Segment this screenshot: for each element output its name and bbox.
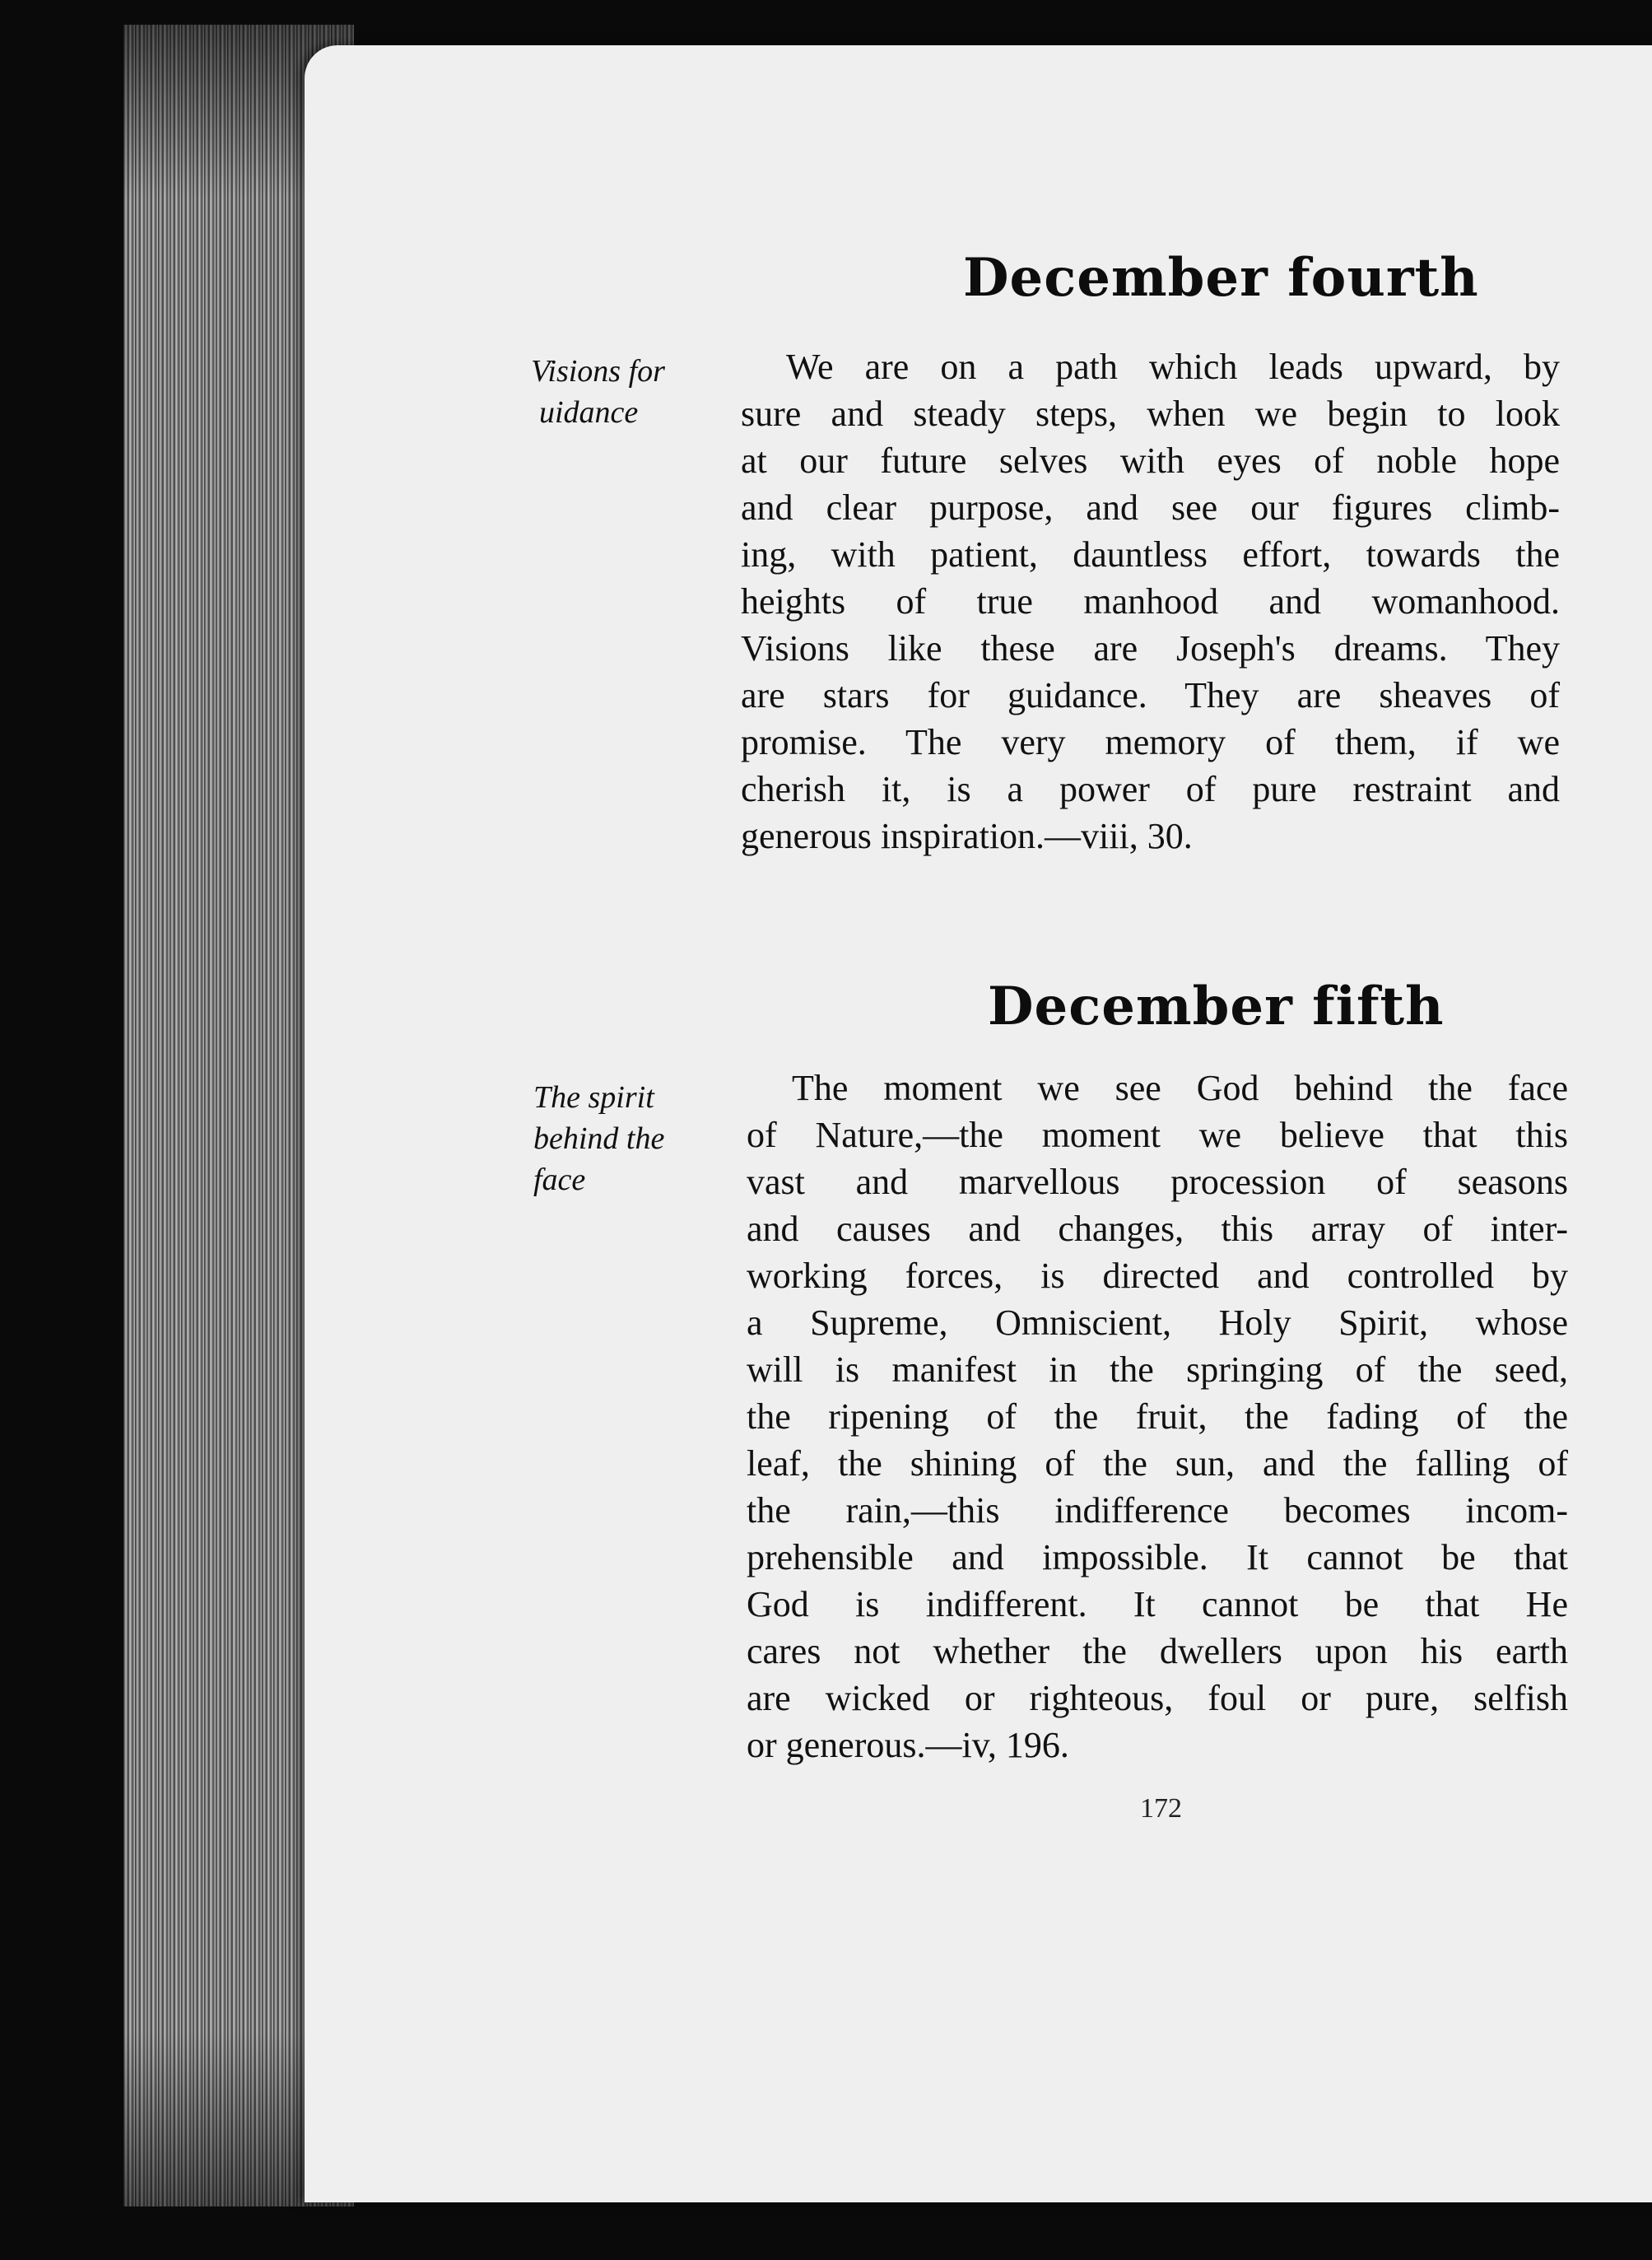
body-line: the ripening of the fruit, the fading of the bbox=[747, 1396, 1568, 1437]
entry-sidenote: behind the bbox=[533, 1121, 665, 1156]
body-line: will is manifest in the springing of the seed, bbox=[747, 1349, 1568, 1390]
entry-heading: December fourth bbox=[963, 247, 1479, 309]
body-line: at our future selves with eyes of noble hope bbox=[741, 440, 1560, 481]
body-line: working forces, is directed and controlled by bbox=[747, 1256, 1568, 1296]
body-line: ing, with patient, dauntless effort, towards the bbox=[741, 534, 1560, 575]
entry-sidenote: face bbox=[533, 1163, 586, 1197]
body-line: prehensible and impossible. It cannot be that bbox=[747, 1537, 1568, 1577]
body-line: the rain,—this indifference becomes incom- bbox=[747, 1490, 1568, 1531]
body-line: and causes and changes, this array of inter- bbox=[747, 1209, 1568, 1249]
body-line: cares not whether the dwellers upon his earth bbox=[747, 1631, 1568, 1671]
body-line: generous inspiration.—viii, 30. bbox=[741, 816, 1193, 856]
entry-sidenote: uidance bbox=[539, 395, 639, 430]
body-line: sure and steady steps, when we begin to look bbox=[741, 394, 1560, 434]
body-line: leaf, the shining of the sun, and the falling of bbox=[747, 1443, 1568, 1484]
entry-heading: December fifth bbox=[988, 976, 1445, 1037]
page-number: 172 bbox=[1140, 1793, 1182, 1824]
body-line: vast and marvellous procession of seasons bbox=[747, 1162, 1568, 1202]
entry-sidenote: Visions for bbox=[531, 354, 665, 389]
body-line: We are on a path which leads upward, by bbox=[786, 347, 1560, 387]
body-line: a Supreme, Omniscient, Holy Spirit, whose bbox=[747, 1302, 1568, 1343]
body-line: Visions like these are Joseph's dreams. They bbox=[741, 628, 1560, 669]
body-line: are wicked or righteous, foul or pure, selfish bbox=[747, 1678, 1568, 1718]
body-line: or generous.—iv, 196. bbox=[747, 1725, 1069, 1765]
entry-sidenote: The spirit bbox=[533, 1080, 654, 1115]
body-line: heights of true manhood and womanhood. bbox=[741, 581, 1560, 622]
body-line: promise. The very memory of them, if we bbox=[741, 722, 1560, 762]
body-line: of Nature,—the moment we believe that this bbox=[747, 1115, 1568, 1155]
body-line: The moment we see God behind the face bbox=[792, 1068, 1568, 1108]
body-line: God is indifferent. It cannot be that He bbox=[747, 1584, 1568, 1624]
body-line: are stars for guidance. They are sheaves of bbox=[741, 675, 1560, 715]
body-line: and clear purpose, and see our figures climb- bbox=[741, 487, 1560, 528]
body-line: cherish it, is a power of pure restraint and bbox=[741, 769, 1560, 809]
